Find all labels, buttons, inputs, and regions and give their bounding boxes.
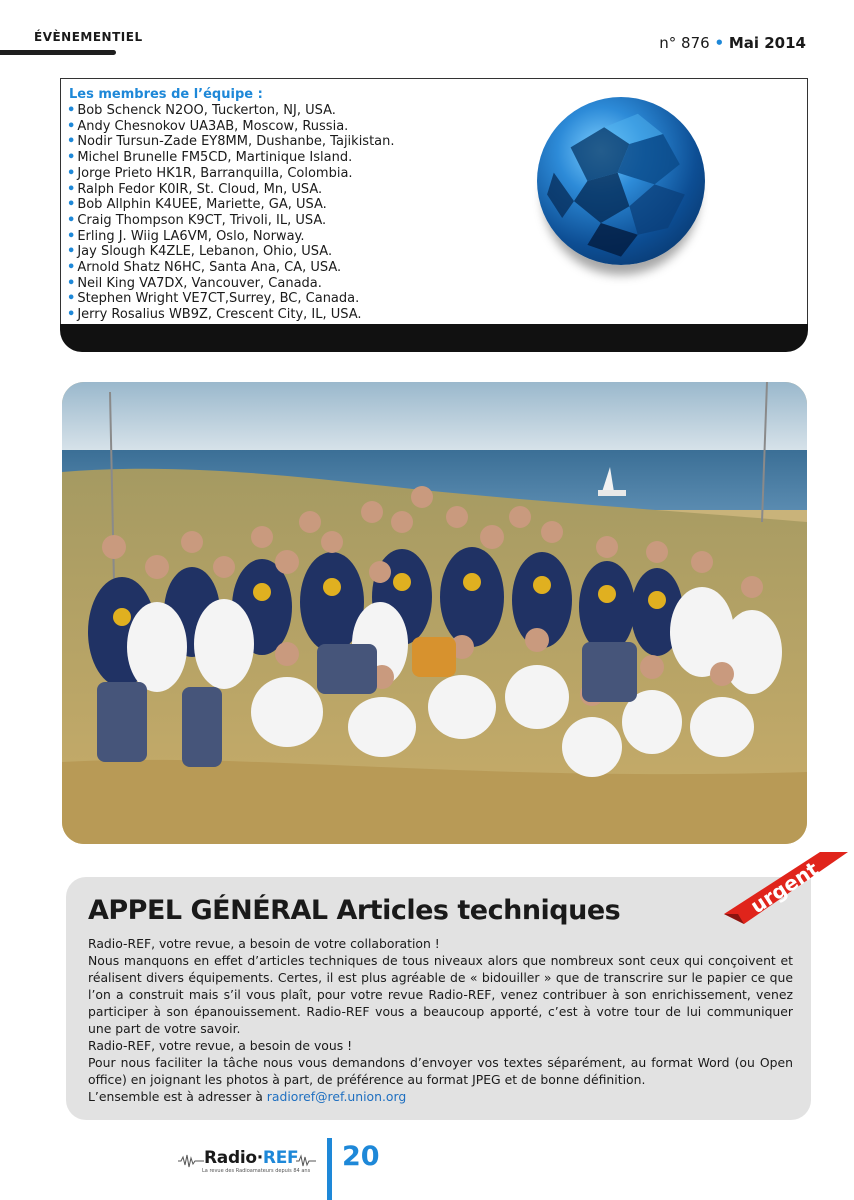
team-title: Les membres de l’équipe : [69,87,263,102]
appeal-box [66,877,811,1120]
appeal-paragraph: Radio-REF, votre revue, a besoin de vous ! [88,1038,353,1053]
list-item: • Bob Allphin K4UEE, Mariette, GA, USA. [67,197,395,213]
signal-wave-icon-right [296,1153,316,1169]
list-item: • Erling J. Wiig LA6VM, Oslo, Norway. [67,229,395,245]
team-members-list [67,103,395,323]
signal-wave-icon [178,1153,204,1169]
appeal-paragraph: Pour nous faciliter la tâche nous vous demandons d’envoyer vos textes séparément, au format Word (ou Open office) en joignant les photos à part, de préférence au format JPEG et de bonne définition. [88,1055,793,1087]
issue-number: n° 876 [659,34,710,52]
list-item: • Bob Schenck N2OO, Tuckerton, NJ, USA. [67,103,395,119]
list-item: • Ralph Fedor K0IR, St. Cloud, Mn, USA. [67,182,395,198]
globe-icon [537,97,705,265]
logo-tagline: La revue des Radioamateurs depuis 84 ans [202,1168,311,1174]
appeal-paragraph-contact [88,1088,793,1105]
group-photo [62,382,807,844]
list-item: • Arnold Shatz N6HC, Santa Ana, CA, USA. [67,260,395,276]
list-item: • Stephen Wright VE7CT,Surrey, BC, Canada. [67,291,395,307]
logo-wordmark [204,1148,298,1168]
section-underline [0,50,116,55]
list-item: • Andy Chesnokov UA3AB, Moscow, Russia. [67,119,395,135]
issue-month: Mai 2014 [728,34,806,52]
appeal-body [88,935,793,1105]
list-item: • Jerry Rosalius WB9Z, Crescent City, IL, USA. [67,307,395,323]
urgent-ribbon [720,848,850,928]
list-item: • Jorge Prieto HK1R, Barranquilla, Colombia. [67,166,395,182]
issue-info [659,34,806,52]
page-number-bar [327,1138,332,1200]
appeal-contact-prefix: L’ensemble est à adresser à [88,1089,263,1104]
radio-ref-logo [178,1148,318,1178]
appeal-paragraph: Radio-REF, votre revue, a besoin de votre collaboration ! [88,936,440,951]
globe-graphic [537,97,705,265]
urgent-label: urgent [746,856,823,919]
team-box [60,78,808,327]
logo-ref: REF [262,1148,299,1168]
appeal-title: APPEL GÉNÉRAL Articles techniques [88,895,621,926]
logo-radio: Radio· [204,1148,263,1168]
list-item: • Neil King VA7DX, Vancouver, Canada. [67,276,395,292]
list-item: • Michel Brunelle FM5CD, Martinique Island. [67,150,395,166]
section-label [0,30,143,44]
section-label-text: ÉVÈNEMENTIEL [34,30,143,44]
list-item: • Jay Slough K4ZLE, Lebanon, Ohio, USA. [67,244,395,260]
team-box-footer-bar [60,324,808,352]
list-item: • Nodir Tursun-Zade EY8MM, Dushanbe, Tajikistan. [67,134,395,150]
list-item: • Craig Thompson K9CT, Trivoli, IL, USA. [67,213,395,229]
page-number: 20 [342,1141,380,1172]
email-link[interactable]: radioref@ref.union.org [266,1089,407,1104]
issue-separator-dot: • [714,34,725,52]
group-photo-graphic [62,382,807,844]
appeal-paragraph: Nous manquons en effet d’articles techniques de tous niveaux alors que nombreux sont ceux qui conçoivent et réalisent divers équipements. Certes, il est plus agréable de « bidouiller » que de transcrire sur le papier ce que l’on a construit mais s’il vous plaît, pour votre revue Radio-REF, venez contribuer à son enrichissement, venez participer à son épanouissement. Radio-REF vous a beaucoup apporté, c’est à votre tour de lui communiquer une part de votre savoir. [88,953,793,1036]
